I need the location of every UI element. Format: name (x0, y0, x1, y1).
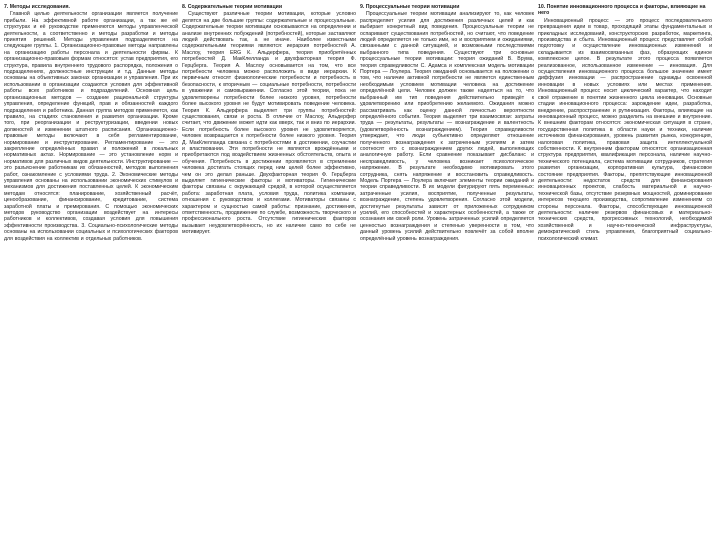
section-body-10: Инновационный процесс — это процесс последовательного превращения идеи в товар, проходящий этапы фундаментальных и прикладных исследований, конструкторских разработок, маркетинга, производства и сбыта. Инновационный процесс представляет собой подготовку и осуществление инновационных изменений и складывается из взаимосвязанных фаз, образующих единое комплексное целое. В результате этого процесса появляется реализованное, использованное изменение — инновация. Для осуществления инновационного процесса большое значение имеет диффузия инновации — распространение однажды освоенной инновации в новых условиях или местах применения. Инновационный процесс носит циклический характер, что находит своё отражение в понятии жизненного цикла инновации. Основные стадии инновационного процесса: зарождение идеи, разработка, внедрение, распространение и рутинизация. Факторы, влияющие на инновационный процесс, можно разделить на внешние и внутренние. К внешним факторам относятся: экономическая ситуация в стране, государственная политика в области науки и техники, наличие источников финансирования, уровень развития рынка, конкуренция, налоговая политика, правовая защита интеллектуальной собственности. К внутренним факторам относятся: организационная структура предприятия, квалификация персонала, наличие научно-технического потенциала, система мотивации сотрудников, стратегия развития организации, корпоративная культура, финансовое состояние предприятия. Факторы, препятствующие инновационной деятельности: недостаток средств для финансирования инновационных проектов, слабость материальной и научно-технической базы, отсутствие резервных мощностей, доминирование интересов текущего производства, сопротивление изменениям со стороны персонала. Факторы, способствующие инновационной деятельности: наличие резервов финансовых и материально-технических средств, прогрессивных технологий, необходимой хозяйственной и научно-технической инфраструктуры, демократический стиль управления, благоприятный социально-психологический климат. (538, 17, 712, 242)
text-column-3 (360, 4, 534, 536)
section-heading-7: 7. Методы исследования. (4, 4, 70, 10)
text-column-1 (4, 4, 178, 536)
section-heading-9: 9. Процессуальные теории мотивации (360, 4, 460, 10)
section-heading-10: 10. Понятие инновационного процесса и факторы, влияющие на него (538, 4, 706, 17)
text-column-4 (538, 4, 712, 536)
section-heading-8: 8. Содержательные теории мотивации (182, 4, 283, 10)
text-column-2 (182, 4, 356, 536)
section-body-9: Процессуальные теории мотивации анализируют то, как человек распределяет усилия для достижения различных целей и как выбирает конкретный вид поведения. Процессуальные теории не оспаривают существования потребностей, но считают, что поведение людей определяется не только ими, но и восприятием и ожиданиями, связанными с данной ситуацией, и возможными последствиями выбранного типа поведения. Существуют три основные процессуальные теории мотивации: теория ожиданий В. Врума, теория справедливости С. Адамса и комплексная модель мотивации Портера — Лоулера. Теория ожиданий основывается на положении о том, что наличие активной потребности не является единственным необходимым условием мотивации человека на достижение определённой цели. Человек должен также надеяться на то, что выбранный им тип поведения действительно приведёт к удовлетворению или приобретению желаемого. Ожидания можно рассматривать как оценку данной личностью вероятности определённого события. Теория выделяет три взаимосвязи: затраты труда — результаты, результаты — вознаграждение и валентность (удовлетворённость вознаграждением). Теория справедливости утверждает, что люди субъективно определяют отношение полученного вознаграждения к затраченным усилиям и затем соотносят его с вознаграждением других людей, выполняющих аналогичную работу. Если сравнение показывает дисбаланс и несправедливость, у человека возникает психологическое напряжение. В результате необходимо мотивировать этого сотрудника, снять напряжение и восстановить справедливость. Модель Портера — Лоулера включает элементы теории ожиданий и теории справедливости. В их модели фигурируют пять переменных: затраченные усилия, восприятие, полученные результаты, вознаграждение, степень удовлетворения. Согласно этой модели, достигнутые результаты зависят от приложенных сотрудником усилий, его способностей и характерных особенностей, а также от осознания им своей роли. Уровень затраченных усилий определяется ценностью вознаграждения и степенью уверенности в том, что данный уровень усилий действительно повлечёт за собой вполне определённый уровень вознаграждения. (360, 11, 534, 242)
section-body-7: Главной целью деятельности организации является получение прибыли. На эффективной работе организации, а так же её структурах и её руководстве применяются методы управленческой деятельности, а соответственно и методы разработки и методы принятия решений. Методы управления подразделяются на следующие группы. 1. Организационно-правовые методы направлены на организацию работы персонала и деятельности фирмы. К организационно-правовым формам относятся: устав предприятия, его структура, правила внутреннего трудового распорядка, положения о подразделениях, должностные инструкции и т.д. Данные методы основаны на объективных законах организации и управления. При их использовании в организации создаются условия для эффективной работы всех работников и подразделений. Основная цель организационных методов — создание рациональной структуры управления, определение функций, прав и обязанностей каждого подразделения и работника. Данная группа методов применяется, как правило, на стадиях становления и развития организации. Кроме того, при реорганизации и реструктуризации, введении новых должностей и изменении штатного расписания. Организационно-правовые методы включают в себя регламентирование, нормирование и инструктирование. Регламентирование — это закрепление определённых правил и положений в локальных нормативных актах. Нормирование — это установление норм и нормативов для различных видов деятельности. Инструктирование — это разъяснение работникам их обязанностей, методов выполнения работ, ознакомление с условиями труда. 2. Экономические методы управления основаны на использовании экономических стимулов и механизмов для достижения поставленных целей. К экономическим методам относятся: планирование, хозяйственный расчёт, ценообразование, финансирование, кредитование, система заработной платы и премирования. С помощью экономических методов руководство организации воздействует на интересы работников и коллективов, создавая условия для повышения эффективности производства. 3. Социально-психологические методы основаны на использовании социальных и психологических факторов для воздействия на коллектив и отдельных работников. (4, 11, 178, 242)
section-body-8: Существуют различные теории мотивации, которые условно делятся на две большие группы: содержательные и процессуальные. Содержательные теории мотивации основываются на определении и анализе внутренних побуждений (потребностей), которые заставляют людей действовать так, а не иначе. Наиболее известными содержательными теориями являются: иерархия потребностей А. Маслоу, теория ERG К. Альдерфера, теория приобретённых потребностей Д. МакКлелланда и двухфакторная теория Ф. Герцберга. Теория А. Маслоу основывается на том, что все потребности человека можно расположить в виде иерархии. К первичным относят физиологические потребности и потребность в безопасности, к вторичным — социальные потребности, потребности в уважении и самовыражении. Согласно этой теории, пока не удовлетворены потребности более низкого уровня, потребности более высокого уровня не будут мотивировать поведение человека. Теория К. Альдерфера выделяет три группы потребностей: существования, связи и роста. В отличие от Маслоу, Альдерфер считает, что движение может идти как вверх, так и вниз по иерархии. Если потребность более высокого уровня не удовлетворяется, человек возвращается к потребности более низкого уровня. Теория Д. МакКлелланда связана с потребностями в достижении, соучастии и властвовании. Эти потребности не являются врождёнными и приобретаются под воздействием жизненных обстоятельств, опыта и обучения. Потребность в достижении проявляется в стремлении человека достигать стоящих перед ним целей более эффективно, чем он это делал раньше. Двухфакторная теория Ф. Герцберга выделяет гигиенические факторы и мотиваторы. Гигиенические факторы связаны с окружающей средой, в которой осуществляется работа: заработная плата, условия труда, политика компании, отношения с руководством и коллегами. Мотиваторы связаны с характером и сущностью самой работы: признание, достижения, ответственность, продвижение по службе, возможность творческого и профессионального роста. Отсутствие гигиенических факторов вызывает неудовлетворённость, но их наличие само по себе не мотивирует. (182, 11, 356, 236)
